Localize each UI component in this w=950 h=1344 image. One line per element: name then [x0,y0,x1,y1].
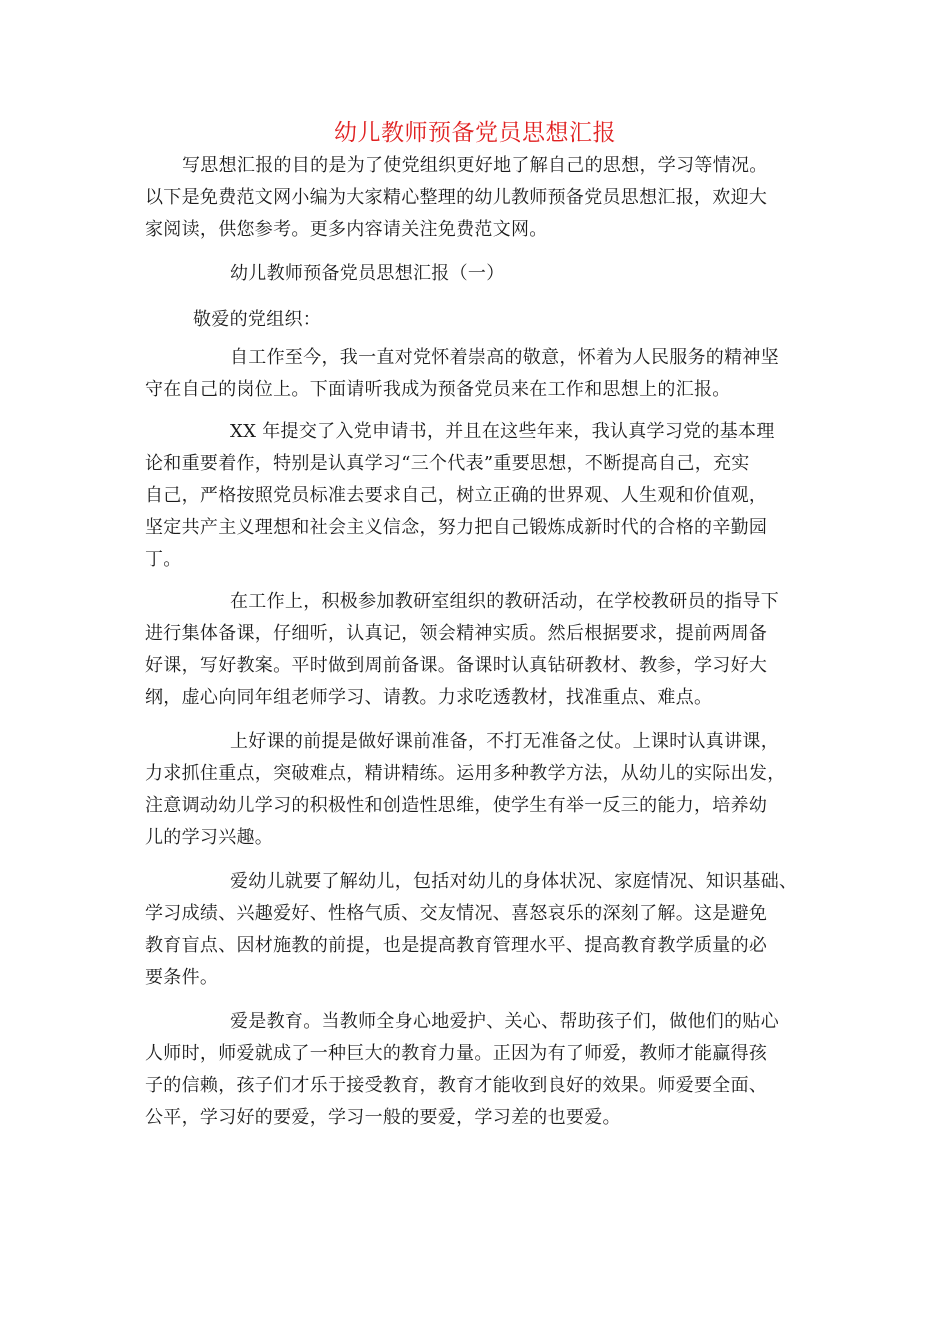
text-line: 丁。 [145,549,182,570]
body-paragraph [145,866,825,994]
body-paragraph [145,416,825,576]
text-line: 进行集体备课，仔细听，认真记，领会精神实质。然后根据要求，提前两周备 [145,623,768,644]
text-line: 子的信赖，孩子们才乐于接受教育，教育才能收到良好的效果。师爱要全面、 [145,1075,768,1096]
text-line: 以下是免费范文网小编为大家精心整理的幼儿教师预备党员思想汇报，欢迎大 [145,187,768,208]
text-line: 公平，学习好的要爱，学习一般的要爱，学习差的也要爱。 [145,1107,621,1128]
text-line: 上好课的前提是做好课前准备，不打无准备之仗。上课时认真讲课， [230,731,779,752]
section-heading [145,258,825,290]
salutation [145,304,825,336]
text-line: 守在自己的岗位上。下面请听我成为预备党员来在工作和思想上的汇报。 [145,379,731,400]
text-line: 论和重要着作，特别是认真学习“三个代表”重要思想，不断提高自己，充实 [145,453,750,474]
text-line: 爱幼儿就要了解幼儿，包括对幼儿的身体状况、家庭情况、知识基础、 [230,871,798,892]
section-heading-text: 幼儿教师预备党员思想汇报（一） [230,263,505,284]
body-paragraph [145,342,825,406]
body-paragraph [145,1006,825,1134]
text-line: 家阅读，供您参考。更多内容请关注免费范文网。 [145,219,548,240]
text-line: 注意调动幼儿学习的积极性和创造性思维，使学生有举一反三的能力，培养幼 [145,795,768,816]
text-line: 在工作上，积极参加教研室组织的教研活动，在学校教研员的指导下 [230,591,779,612]
text-line: 自己，严格按照党员标准去要求自己，树立正确的世界观、人生观和价值观， [145,485,768,506]
text-line: 学习成绩、兴趣爱好、性格气质、交友情况、喜怒哀乐的深刻了解。这是避免 [145,903,768,924]
text-line: XX 年提交了入党申请书，并且在这些年来，我认真学习党的基本理 [230,421,775,442]
salutation-text: 敬爱的党组织： [193,309,322,330]
document-title: 幼儿教师预备党员思想汇报 [334,120,616,146]
text-line: 好课，写好教案。平时做到周前备课。备课时认真钻研教材、教参，学习好大 [145,655,768,676]
body-paragraph [145,726,825,854]
text-line: 爱是教育。当教师全身心地爱护、关心、帮助孩子们，做他们的贴心 [230,1011,779,1032]
text-line: 人师时，师爱就成了一种巨大的教育力量。正因为有了师爱，教师才能赢得孩 [145,1043,768,1064]
text-line: 纲，虚心向同年组老师学习、请教。力求吃透教材，找准重点、难点。 [145,687,713,708]
text-line: 力求抓住重点，突破难点，精讲精练。运用多种教学方法，从幼儿的实际出发， [145,763,786,784]
body-paragraph [145,586,825,714]
text-line: 教育盲点、因材施教的前提，也是提高教育管理水平、提高教育教学质量的必 [145,935,768,956]
text-line: 坚定共产主义理想和社会主义信念，努力把自己锻炼成新时代的合格的辛勤园 [145,517,768,538]
text-line: 要条件。 [145,967,219,988]
text-line: 写思想汇报的目的是为了使党组织更好地了解自己的思想，学习等情况。 [182,155,768,176]
text-line: 自工作至今，我一直对党怀着崇高的敬意，怀着为人民服务的精神坚 [230,347,779,368]
text-line: 儿的学习兴趣。 [145,827,274,848]
intro-paragraph [145,150,825,246]
